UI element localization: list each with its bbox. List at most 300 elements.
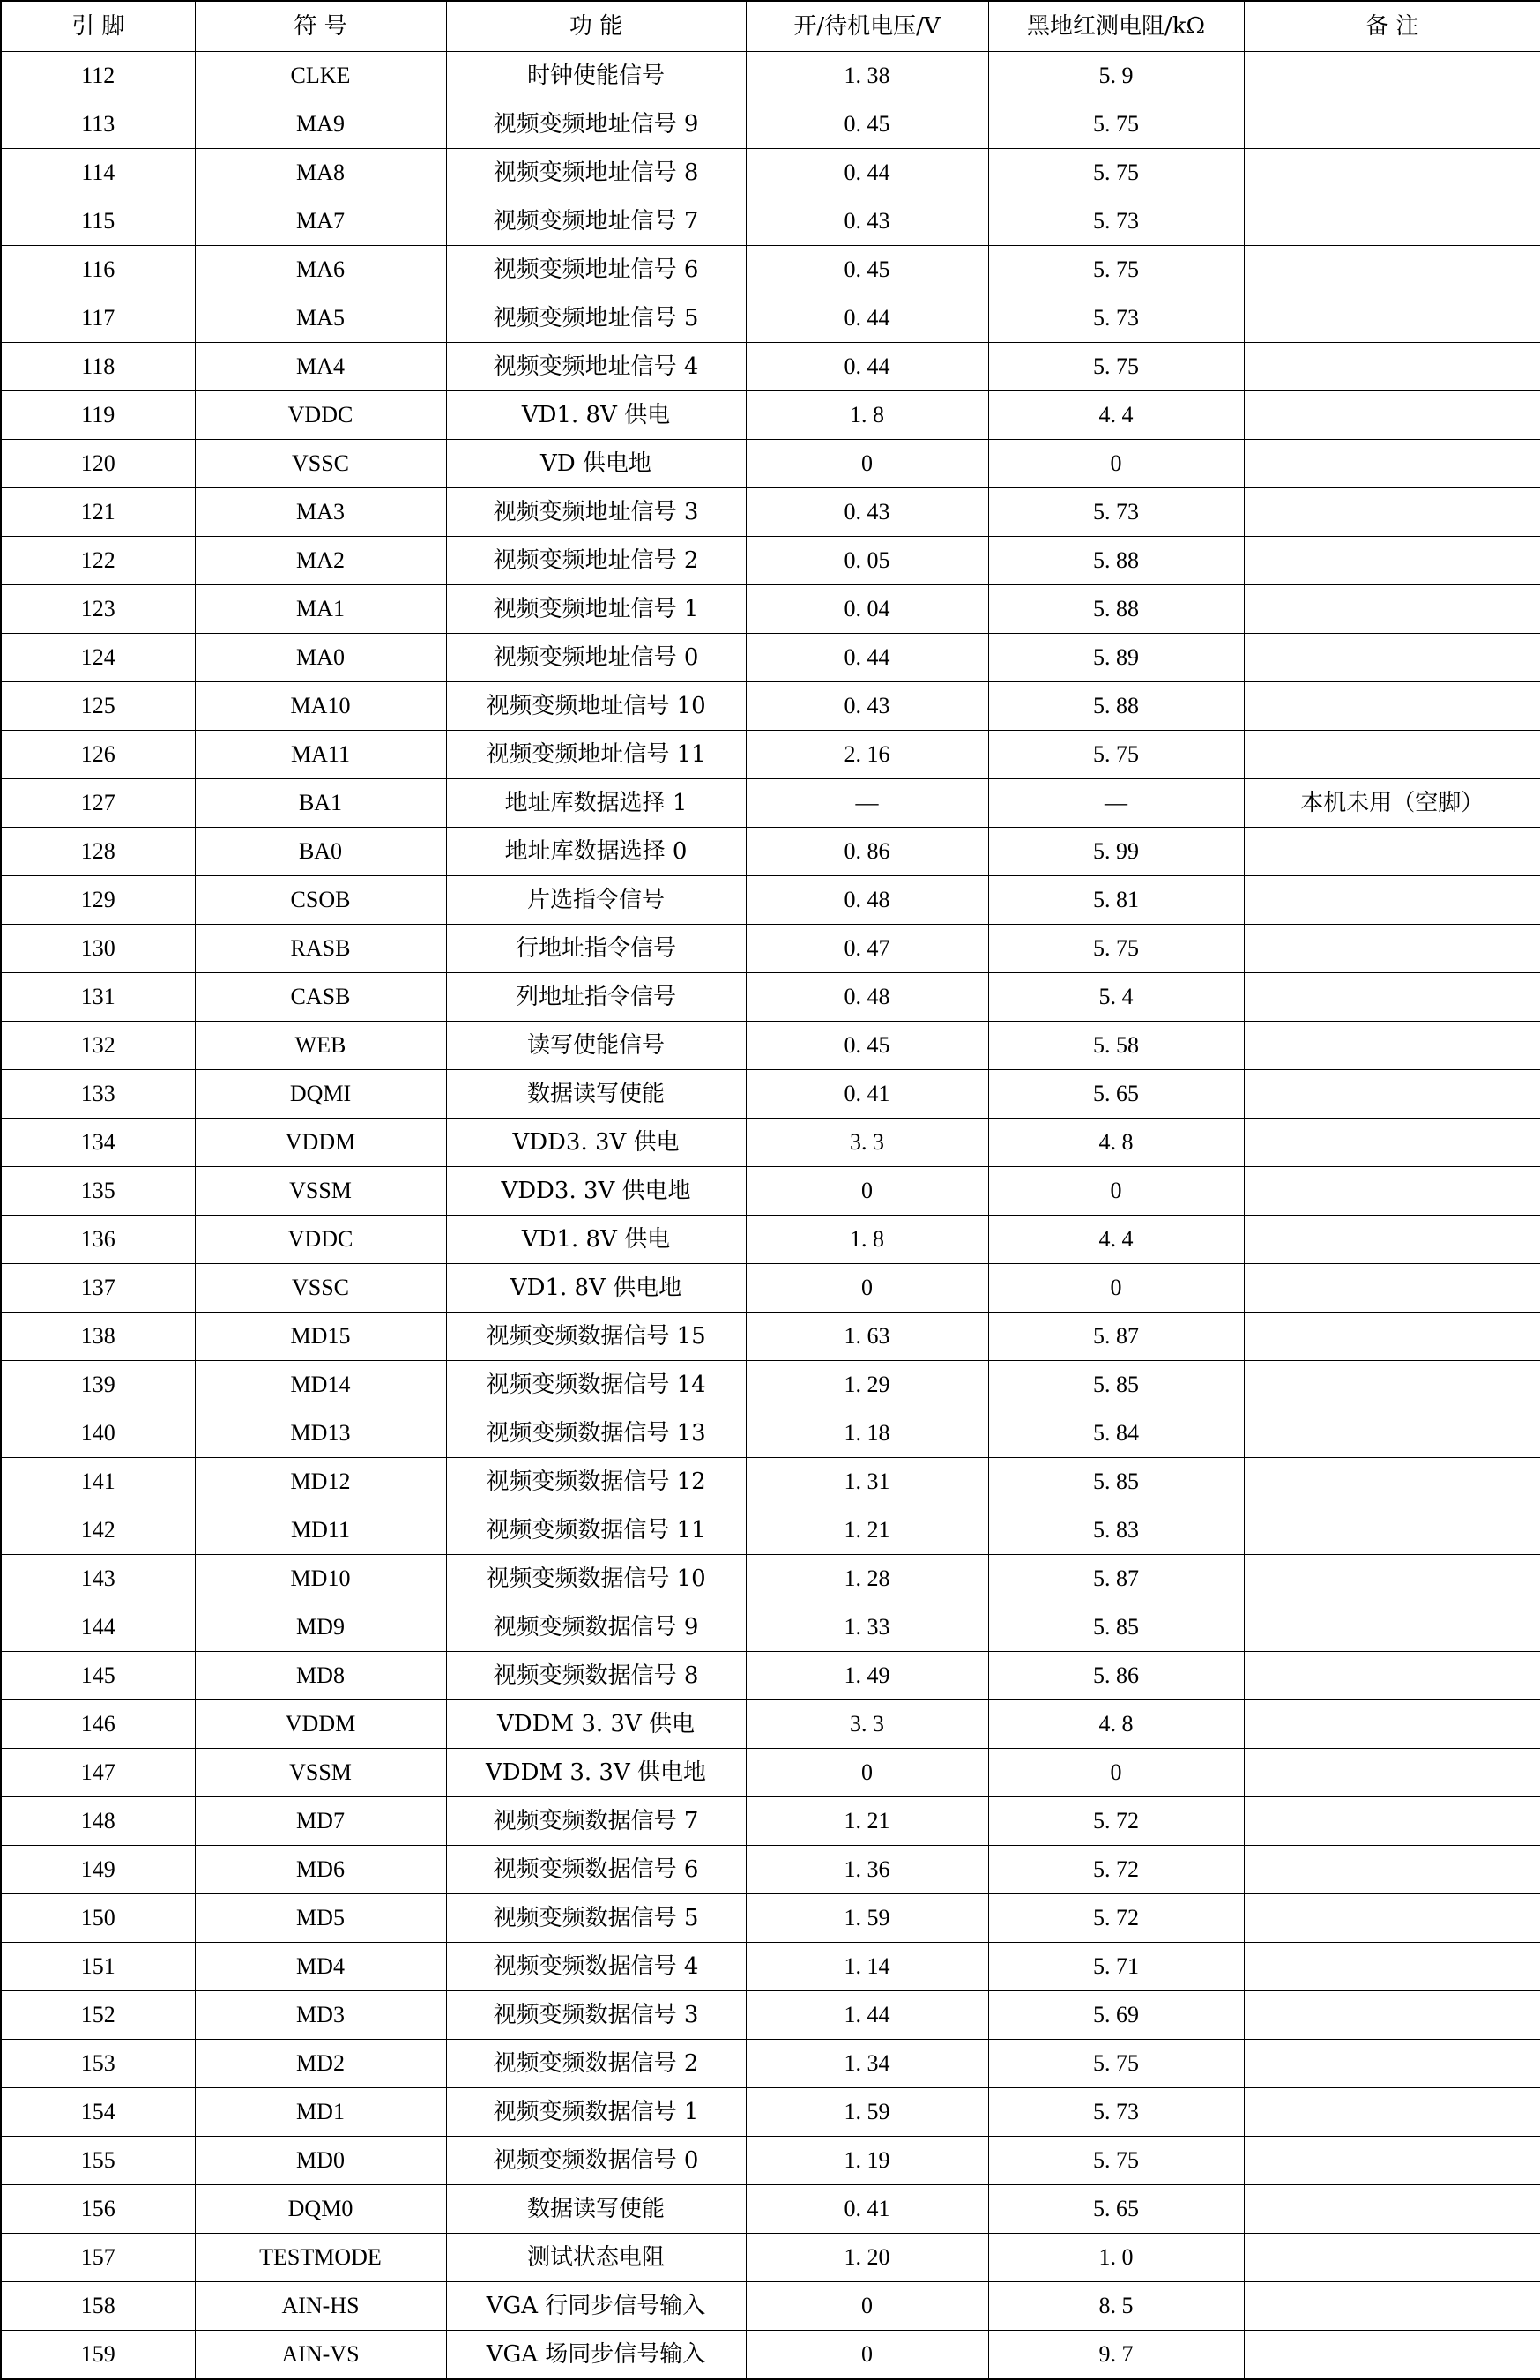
cell-symbol: MD4 — [195, 1943, 446, 1991]
cell-function: 时钟使能信号 — [446, 52, 746, 100]
cell-resistance: 5. 65 — [988, 1070, 1244, 1119]
cell-note — [1244, 1361, 1540, 1409]
cell-pin: 138 — [1, 1313, 195, 1361]
table-row — [1, 197, 1540, 246]
cell-symbol: MD12 — [195, 1458, 446, 1506]
cell-pin: 137 — [1, 1264, 195, 1313]
cell-note — [1244, 682, 1540, 731]
cell-note — [1244, 1264, 1540, 1313]
cell-symbol: MD9 — [195, 1603, 446, 1652]
cell-note — [1244, 488, 1540, 537]
cell-resistance: 0 — [988, 1264, 1244, 1313]
cell-symbol: MA3 — [195, 488, 446, 537]
cell-note: 本机未用（空脚） — [1244, 779, 1540, 828]
table-row — [1, 973, 1540, 1022]
cell-voltage: 3. 3 — [746, 1119, 988, 1167]
cell-voltage: 0. 43 — [746, 682, 988, 731]
table-row — [1, 440, 1540, 488]
cell-symbol: VDDM — [195, 1700, 446, 1749]
cell-symbol: AIN-HS — [195, 2282, 446, 2331]
cell-resistance: 5. 75 — [988, 246, 1244, 294]
table-row — [1, 1119, 1540, 1167]
cell-note — [1244, 1700, 1540, 1749]
cell-note — [1244, 1167, 1540, 1216]
cell-pin: 115 — [1, 197, 195, 246]
cell-symbol: MD8 — [195, 1652, 446, 1700]
table-row — [1, 1022, 1540, 1070]
table-row — [1, 1603, 1540, 1652]
cell-pin: 154 — [1, 2088, 195, 2137]
cell-function: VDD3. 3V 供电 — [446, 1119, 746, 1167]
cell-function: VD 供电地 — [446, 440, 746, 488]
cell-resistance: 4. 8 — [988, 1700, 1244, 1749]
table-row — [1, 2185, 1540, 2234]
cell-function: 视频变频数据信号 15 — [446, 1313, 746, 1361]
cell-resistance: 5. 75 — [988, 2040, 1244, 2088]
cell-symbol: VSSM — [195, 1167, 446, 1216]
cell-pin: 141 — [1, 1458, 195, 1506]
cell-note — [1244, 1991, 1540, 2040]
table-row — [1, 52, 1540, 100]
table-row — [1, 1797, 1540, 1846]
table-row — [1, 682, 1540, 731]
column-header-voltage: 开/待机电压/V — [746, 1, 988, 52]
cell-function: 视频变频数据信号 6 — [446, 1846, 746, 1894]
cell-voltage: 0. 04 — [746, 585, 988, 634]
table-row — [1, 585, 1540, 634]
cell-pin: 156 — [1, 2185, 195, 2234]
table-row — [1, 537, 1540, 585]
cell-symbol: MA8 — [195, 149, 446, 197]
cell-pin: 146 — [1, 1700, 195, 1749]
cell-symbol: VDDC — [195, 391, 446, 440]
cell-note — [1244, 925, 1540, 973]
cell-function: 数据读写使能 — [446, 1070, 746, 1119]
cell-pin: 145 — [1, 1652, 195, 1700]
cell-voltage: 1. 33 — [746, 1603, 988, 1652]
cell-symbol: MA9 — [195, 100, 446, 149]
cell-symbol: VSSC — [195, 1264, 446, 1313]
table-row — [1, 1070, 1540, 1119]
cell-resistance: — — [988, 779, 1244, 828]
cell-voltage: 1. 38 — [746, 52, 988, 100]
cell-note — [1244, 2137, 1540, 2185]
table-row — [1, 828, 1540, 876]
cell-function: 视频变频地址信号 2 — [446, 537, 746, 585]
cell-symbol: RASB — [195, 925, 446, 973]
cell-function: 视频变频数据信号 14 — [446, 1361, 746, 1409]
table-body — [1, 52, 1540, 2380]
cell-note — [1244, 1506, 1540, 1555]
cell-voltage: — — [746, 779, 988, 828]
cell-resistance: 0 — [988, 1749, 1244, 1797]
cell-pin: 129 — [1, 876, 195, 925]
cell-voltage: 0. 41 — [746, 2185, 988, 2234]
cell-voltage: 0. 48 — [746, 876, 988, 925]
cell-voltage: 1. 21 — [746, 1797, 988, 1846]
cell-symbol: CLKE — [195, 52, 446, 100]
cell-resistance: 5. 86 — [988, 1652, 1244, 1700]
cell-pin: 155 — [1, 2137, 195, 2185]
cell-pin: 122 — [1, 537, 195, 585]
cell-voltage: 0. 45 — [746, 100, 988, 149]
cell-voltage: 3. 3 — [746, 1700, 988, 1749]
table-row — [1, 1264, 1540, 1313]
table-row — [1, 149, 1540, 197]
cell-note — [1244, 537, 1540, 585]
table-row — [1, 1506, 1540, 1555]
cell-symbol: AIN-VS — [195, 2331, 446, 2380]
cell-note — [1244, 876, 1540, 925]
cell-voltage: 0. 44 — [746, 294, 988, 343]
cell-function: 视频变频数据信号 11 — [446, 1506, 746, 1555]
cell-function: 视频变频数据信号 5 — [446, 1894, 746, 1943]
cell-symbol: MA4 — [195, 343, 446, 391]
cell-voltage: 0. 47 — [746, 925, 988, 973]
cell-note — [1244, 440, 1540, 488]
cell-resistance: 5. 85 — [988, 1361, 1244, 1409]
cell-pin: 148 — [1, 1797, 195, 1846]
table-row — [1, 634, 1540, 682]
cell-note — [1244, 1555, 1540, 1603]
cell-note — [1244, 1216, 1540, 1264]
cell-symbol: MD11 — [195, 1506, 446, 1555]
cell-resistance: 5. 72 — [988, 1894, 1244, 1943]
cell-resistance: 8. 5 — [988, 2282, 1244, 2331]
cell-resistance: 5. 75 — [988, 100, 1244, 149]
cell-function: 地址库数据选择 1 — [446, 779, 746, 828]
cell-note — [1244, 2040, 1540, 2088]
cell-voltage: 0. 43 — [746, 488, 988, 537]
cell-note — [1244, 634, 1540, 682]
cell-symbol: MA10 — [195, 682, 446, 731]
cell-function: 视频变频数据信号 4 — [446, 1943, 746, 1991]
cell-pin: 132 — [1, 1022, 195, 1070]
cell-pin: 140 — [1, 1409, 195, 1458]
cell-function: 视频变频地址信号 9 — [446, 100, 746, 149]
cell-note — [1244, 391, 1540, 440]
cell-resistance: 5. 88 — [988, 537, 1244, 585]
cell-resistance: 5. 72 — [988, 1846, 1244, 1894]
table-row — [1, 2088, 1540, 2137]
cell-resistance: 5. 99 — [988, 828, 1244, 876]
cell-voltage: 1. 59 — [746, 1894, 988, 1943]
table-row — [1, 391, 1540, 440]
cell-pin: 121 — [1, 488, 195, 537]
cell-function: 测试状态电阻 — [446, 2234, 746, 2282]
cell-pin: 125 — [1, 682, 195, 731]
column-header-note: 备 注 — [1244, 1, 1540, 52]
cell-function: 视频变频数据信号 2 — [446, 2040, 746, 2088]
cell-note — [1244, 1313, 1540, 1361]
cell-voltage: 1. 14 — [746, 1943, 988, 1991]
cell-pin: 139 — [1, 1361, 195, 1409]
cell-symbol: MD13 — [195, 1409, 446, 1458]
cell-resistance: 5. 58 — [988, 1022, 1244, 1070]
column-header-symbol: 符 号 — [195, 1, 446, 52]
table-row — [1, 1313, 1540, 1361]
cell-pin: 134 — [1, 1119, 195, 1167]
cell-function: 行地址指令信号 — [446, 925, 746, 973]
cell-pin: 124 — [1, 634, 195, 682]
cell-voltage: 1. 44 — [746, 1991, 988, 2040]
cell-resistance: 5. 85 — [988, 1458, 1244, 1506]
cell-note — [1244, 1797, 1540, 1846]
cell-resistance: 5. 73 — [988, 2088, 1244, 2137]
cell-pin: 142 — [1, 1506, 195, 1555]
cell-note — [1244, 1458, 1540, 1506]
cell-pin: 159 — [1, 2331, 195, 2380]
cell-resistance: 5. 4 — [988, 973, 1244, 1022]
cell-symbol: DQMI — [195, 1070, 446, 1119]
cell-symbol: DQM0 — [195, 2185, 446, 2234]
cell-resistance: 0 — [988, 440, 1244, 488]
cell-function: VD1. 8V 供电地 — [446, 1264, 746, 1313]
cell-pin: 149 — [1, 1846, 195, 1894]
cell-voltage: 0. 45 — [746, 1022, 988, 1070]
cell-resistance: 5. 88 — [988, 682, 1244, 731]
cell-note — [1244, 1409, 1540, 1458]
cell-voltage: 0 — [746, 1749, 988, 1797]
cell-function: 片选指令信号 — [446, 876, 746, 925]
cell-function: 视频变频地址信号 7 — [446, 197, 746, 246]
cell-voltage: 0. 86 — [746, 828, 988, 876]
cell-symbol: VSSM — [195, 1749, 446, 1797]
table-row — [1, 294, 1540, 343]
cell-note — [1244, 2331, 1540, 2380]
cell-note — [1244, 343, 1540, 391]
cell-pin: 114 — [1, 149, 195, 197]
cell-pin: 130 — [1, 925, 195, 973]
cell-pin: 152 — [1, 1991, 195, 2040]
cell-resistance: 5. 85 — [988, 1603, 1244, 1652]
cell-pin: 119 — [1, 391, 195, 440]
cell-symbol: VDDC — [195, 1216, 446, 1264]
column-header-resistance: 黑地红测电阻/kΩ — [988, 1, 1244, 52]
cell-resistance: 5. 89 — [988, 634, 1244, 682]
cell-function: 视频变频地址信号 10 — [446, 682, 746, 731]
cell-symbol: MD15 — [195, 1313, 446, 1361]
cell-function: 视频变频数据信号 1 — [446, 2088, 746, 2137]
cell-voltage: 1. 28 — [746, 1555, 988, 1603]
cell-resistance: 1. 0 — [988, 2234, 1244, 2282]
table-row — [1, 1943, 1540, 1991]
cell-resistance: 5. 73 — [988, 197, 1244, 246]
table-row — [1, 876, 1540, 925]
cell-note — [1244, 2282, 1540, 2331]
cell-note — [1244, 1943, 1540, 1991]
cell-pin: 116 — [1, 246, 195, 294]
table-row — [1, 2331, 1540, 2380]
cell-resistance: 5. 87 — [988, 1555, 1244, 1603]
cell-symbol: CSOB — [195, 876, 446, 925]
cell-function: 列地址指令信号 — [446, 973, 746, 1022]
cell-voltage: 1. 19 — [746, 2137, 988, 2185]
cell-function: 视频变频数据信号 9 — [446, 1603, 746, 1652]
cell-symbol: MA7 — [195, 197, 446, 246]
table-row — [1, 925, 1540, 973]
table-row — [1, 1991, 1540, 2040]
cell-voltage: 1. 8 — [746, 1216, 988, 1264]
table-row — [1, 488, 1540, 537]
cell-note — [1244, 100, 1540, 149]
cell-pin: 150 — [1, 1894, 195, 1943]
cell-symbol: MD10 — [195, 1555, 446, 1603]
cell-pin: 136 — [1, 1216, 195, 1264]
cell-note — [1244, 1070, 1540, 1119]
cell-note — [1244, 973, 1540, 1022]
cell-voltage: 0. 41 — [746, 1070, 988, 1119]
cell-symbol: MD14 — [195, 1361, 446, 1409]
table-row — [1, 1361, 1540, 1409]
cell-pin: 126 — [1, 731, 195, 779]
cell-function: 视频变频地址信号 5 — [446, 294, 746, 343]
cell-function: 视频变频地址信号 4 — [446, 343, 746, 391]
cell-voltage: 0 — [746, 2331, 988, 2380]
cell-function: VDD3. 3V 供电地 — [446, 1167, 746, 1216]
cell-resistance: 5. 87 — [988, 1313, 1244, 1361]
cell-note — [1244, 52, 1540, 100]
cell-resistance: 5. 73 — [988, 294, 1244, 343]
cell-voltage: 0 — [746, 1264, 988, 1313]
cell-pin: 118 — [1, 343, 195, 391]
table-header — [1, 1, 1540, 52]
cell-pin: 147 — [1, 1749, 195, 1797]
cell-resistance: 9. 7 — [988, 2331, 1244, 2380]
cell-pin: 120 — [1, 440, 195, 488]
cell-symbol: MA2 — [195, 537, 446, 585]
cell-pin: 128 — [1, 828, 195, 876]
cell-function: 视频变频地址信号 0 — [446, 634, 746, 682]
cell-symbol: TESTMODE — [195, 2234, 446, 2282]
cell-symbol: MD7 — [195, 1797, 446, 1846]
cell-pin: 143 — [1, 1555, 195, 1603]
cell-note — [1244, 1749, 1540, 1797]
table-row — [1, 1652, 1540, 1700]
cell-voltage: 1. 63 — [746, 1313, 988, 1361]
cell-symbol: BA1 — [195, 779, 446, 828]
cell-function: 视频变频数据信号 8 — [446, 1652, 746, 1700]
cell-function: 读写使能信号 — [446, 1022, 746, 1070]
cell-symbol: MD0 — [195, 2137, 446, 2185]
cell-pin: 151 — [1, 1943, 195, 1991]
cell-function: VGA 行同步信号输入 — [446, 2282, 746, 2331]
cell-function: VD1. 8V 供电 — [446, 391, 746, 440]
cell-pin: 133 — [1, 1070, 195, 1119]
table-row — [1, 2234, 1540, 2282]
cell-symbol: MD2 — [195, 2040, 446, 2088]
cell-voltage: 0. 43 — [746, 197, 988, 246]
table-row — [1, 1700, 1540, 1749]
cell-function: 视频变频数据信号 7 — [446, 1797, 746, 1846]
table-row — [1, 1894, 1540, 1943]
column-header-function: 功 能 — [446, 1, 746, 52]
cell-resistance: 5. 75 — [988, 2137, 1244, 2185]
table-row — [1, 1749, 1540, 1797]
cell-resistance: 4. 4 — [988, 391, 1244, 440]
cell-voltage: 1. 59 — [746, 2088, 988, 2137]
table-row — [1, 1846, 1540, 1894]
cell-pin: 127 — [1, 779, 195, 828]
cell-function: 视频变频地址信号 11 — [446, 731, 746, 779]
table-row — [1, 2137, 1540, 2185]
cell-voltage: 1. 49 — [746, 1652, 988, 1700]
cell-pin: 157 — [1, 2234, 195, 2282]
cell-function: 视频变频数据信号 12 — [446, 1458, 746, 1506]
cell-function: VD1. 8V 供电 — [446, 1216, 746, 1264]
cell-function: 地址库数据选择 0 — [446, 828, 746, 876]
cell-resistance: 5. 88 — [988, 585, 1244, 634]
table-row — [1, 100, 1540, 149]
cell-symbol: WEB — [195, 1022, 446, 1070]
cell-note — [1244, 1603, 1540, 1652]
cell-symbol: MA0 — [195, 634, 446, 682]
cell-note — [1244, 2185, 1540, 2234]
cell-symbol: MD5 — [195, 1894, 446, 1943]
table-row — [1, 731, 1540, 779]
cell-symbol: MA11 — [195, 731, 446, 779]
cell-resistance: 5. 69 — [988, 1991, 1244, 2040]
table-row — [1, 1409, 1540, 1458]
cell-symbol: BA0 — [195, 828, 446, 876]
cell-function: 视频变频地址信号 8 — [446, 149, 746, 197]
cell-resistance: 5. 75 — [988, 731, 1244, 779]
cell-voltage: 1. 34 — [746, 2040, 988, 2088]
table-row — [1, 779, 1540, 828]
cell-symbol: MD6 — [195, 1846, 446, 1894]
cell-voltage: 2. 16 — [746, 731, 988, 779]
cell-voltage: 0. 44 — [746, 634, 988, 682]
cell-pin: 135 — [1, 1167, 195, 1216]
cell-voltage: 0 — [746, 2282, 988, 2331]
cell-symbol: CASB — [195, 973, 446, 1022]
cell-resistance: 5. 71 — [988, 1943, 1244, 1991]
cell-resistance: 4. 8 — [988, 1119, 1244, 1167]
cell-function: VDDM 3. 3V 供电 — [446, 1700, 746, 1749]
cell-note — [1244, 828, 1540, 876]
cell-voltage: 0 — [746, 440, 988, 488]
cell-function: VGA 场同步信号输入 — [446, 2331, 746, 2380]
cell-note — [1244, 246, 1540, 294]
cell-note — [1244, 149, 1540, 197]
cell-pin: 144 — [1, 1603, 195, 1652]
cell-resistance: 5. 84 — [988, 1409, 1244, 1458]
cell-voltage: 0. 05 — [746, 537, 988, 585]
cell-voltage: 1. 20 — [746, 2234, 988, 2282]
cell-function: 视频变频数据信号 0 — [446, 2137, 746, 2185]
cell-resistance: 5. 75 — [988, 925, 1244, 973]
cell-resistance: 5. 72 — [988, 1797, 1244, 1846]
cell-symbol: MA5 — [195, 294, 446, 343]
cell-pin: 117 — [1, 294, 195, 343]
cell-function: 视频变频数据信号 10 — [446, 1555, 746, 1603]
cell-voltage: 0. 48 — [746, 973, 988, 1022]
cell-symbol: VSSC — [195, 440, 446, 488]
cell-function: 视频变频地址信号 6 — [446, 246, 746, 294]
cell-symbol: VDDM — [195, 1119, 446, 1167]
cell-resistance: 5. 81 — [988, 876, 1244, 925]
cell-note — [1244, 1894, 1540, 1943]
cell-note — [1244, 1846, 1540, 1894]
table-row — [1, 1555, 1540, 1603]
cell-symbol: MA1 — [195, 585, 446, 634]
cell-pin: 123 — [1, 585, 195, 634]
cell-voltage: 1. 31 — [746, 1458, 988, 1506]
cell-note — [1244, 1119, 1540, 1167]
cell-voltage: 1. 8 — [746, 391, 988, 440]
cell-voltage: 1. 21 — [746, 1506, 988, 1555]
cell-voltage: 0. 44 — [746, 149, 988, 197]
